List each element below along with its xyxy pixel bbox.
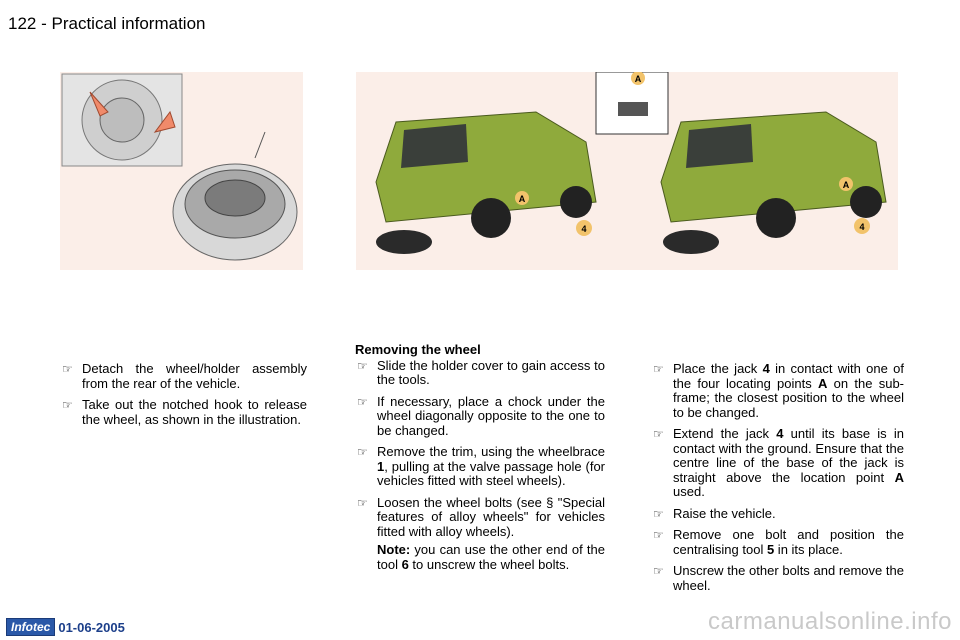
bullet-holder-cover: ☞ Slide the holder cover to gain access to the tools. bbox=[357, 357, 605, 387]
bullet-loosen: ☞ Loosen the wheel bolts (see § "Special features of alloy wheels" for vehicles fitted with alloy wheels). bbox=[357, 494, 605, 539]
section-heading: Removing the wheel bbox=[355, 342, 481, 357]
bullet-trim: ☞ Remove the trim, using the wheelbrace 1, pulling at the valve passage hole (for vehicles fitted with steel wheels). bbox=[357, 444, 605, 488]
pointing-hand-icon: ☞ bbox=[653, 528, 664, 542]
watermark: carmanualsonline.info bbox=[708, 608, 952, 635]
pointing-hand-icon: ☞ bbox=[357, 394, 368, 409]
bullet-unscrew: ☞ Unscrew the other bolts and remove the wheel. bbox=[653, 563, 904, 593]
spare-wheel-illustration bbox=[60, 72, 303, 270]
label-4-left: 4 bbox=[581, 224, 587, 234]
column-right bbox=[651, 362, 904, 600]
jacking-illustration bbox=[356, 72, 898, 270]
bullet-place-jack: ☞ Place the jack 4 in contact with one of the four locating points A on the sub-frame; the closest position to the wheel to be changed. bbox=[653, 361, 905, 420]
pointing-hand-icon: ☞ bbox=[653, 564, 664, 578]
page-header: 122 - Practical information bbox=[8, 14, 206, 33]
pointing-hand-icon: ☞ bbox=[357, 358, 368, 373]
page-number: 122 bbox=[8, 14, 37, 33]
label-a-left: A bbox=[518, 194, 526, 204]
pointing-hand-icon: ☞ bbox=[653, 506, 664, 521]
pointing-hand-icon: ☞ bbox=[62, 398, 73, 412]
note-label: Note: bbox=[377, 542, 411, 557]
column-middle bbox=[355, 343, 605, 572]
page-title: Practical information bbox=[51, 14, 206, 33]
column-left bbox=[60, 362, 307, 434]
pointing-hand-icon: ☞ bbox=[653, 427, 664, 441]
bullet-hook: ☞ Take out the notched hook to release the wheel, as shown in the illustration. bbox=[62, 397, 307, 427]
footer bbox=[6, 618, 125, 636]
bullet-chock: ☞ If necessary, place a chock under the wheel diagonally opposite to the one to be changed. bbox=[357, 393, 605, 438]
bullet-remove-bolt: ☞ Remove one bolt and position the centralising tool 5 in its place. bbox=[653, 527, 904, 557]
pointing-hand-icon: ☞ bbox=[357, 495, 368, 510]
bullet-raise: ☞ Raise the vehicle. bbox=[653, 505, 776, 521]
pointing-hand-icon: ☞ bbox=[653, 362, 664, 376]
label-4-right: 4 bbox=[859, 222, 865, 232]
print-date: 01-06-2005 bbox=[58, 619, 125, 635]
label-a-top: A bbox=[634, 74, 642, 84]
car-jack-drawing bbox=[356, 72, 898, 270]
note: Note: you can use the other end of the tool 6 to unscrew the wheel bolts. bbox=[377, 542, 605, 572]
bullet-extend-jack: ☞ Extend the jack 4 until its base is in contact with the ground. Ensure that the centre line of the base of the jack is straight above the location point A used. bbox=[653, 426, 904, 499]
bullet-detach: ☞ Detach the wheel/holder assembly from the rear of the vehicle. bbox=[62, 361, 307, 391]
infotec-logo: Infotec bbox=[6, 618, 55, 636]
spare-wheel-drawing bbox=[60, 72, 303, 270]
pointing-hand-icon: ☞ bbox=[357, 445, 368, 459]
label-a-right: A bbox=[842, 180, 850, 190]
pointing-hand-icon: ☞ bbox=[62, 362, 73, 376]
